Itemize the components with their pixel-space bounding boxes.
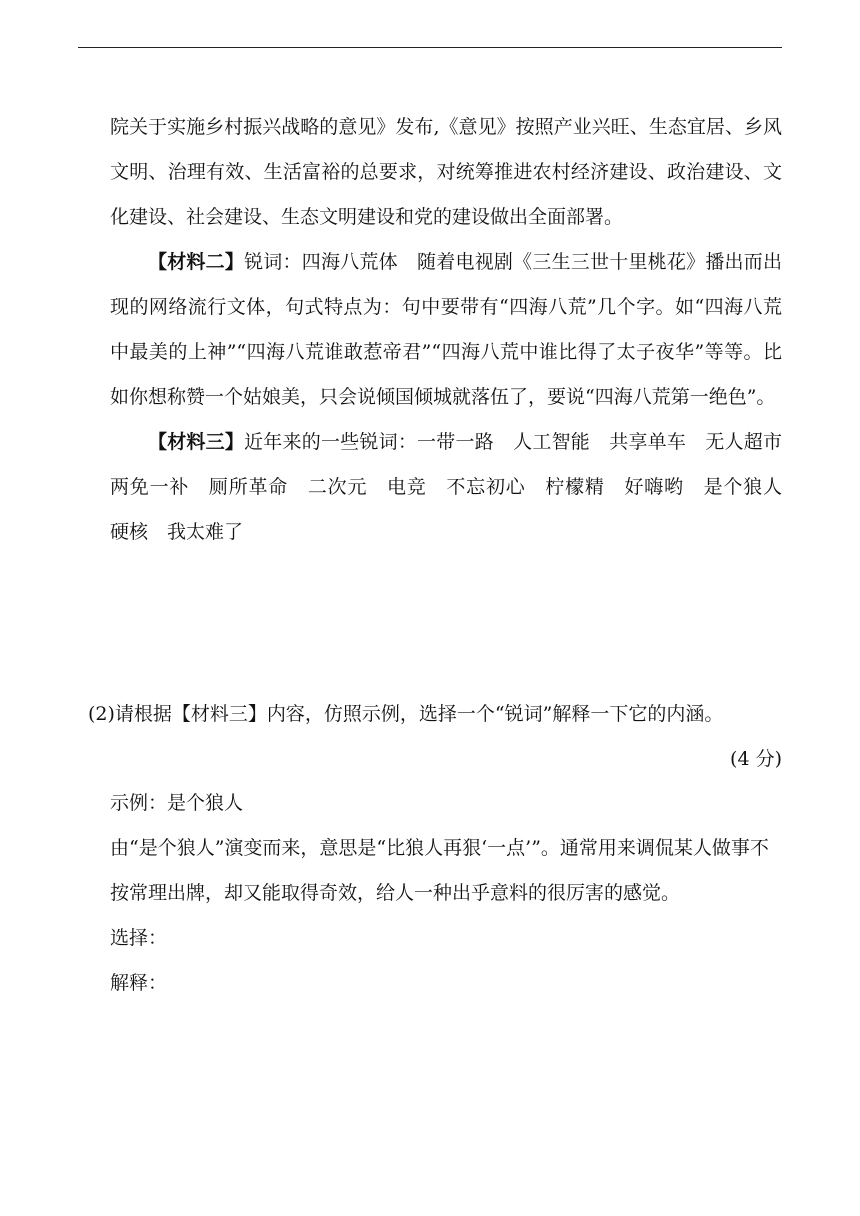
question-prompt: (2)请根据【材料三】内容，仿照示例，选择一个“锐词”解释一下它的内涵。 bbox=[88, 703, 724, 725]
material-2-paragraph bbox=[110, 240, 782, 420]
question-2 bbox=[88, 692, 782, 737]
explain-label: 解释： bbox=[110, 972, 168, 994]
example-explanation: 由“是个狼人”演变而来，意思是“比狼人再狠‘一点’”。通常用来调侃某人做事不按常理出牌，却又能取得奇效，给人一种出乎意料的很厉害的感觉。 bbox=[110, 837, 769, 904]
example-section bbox=[110, 781, 782, 1006]
material-2-body: 锐词：四海八荒体 随着电视剧《三生三世十里桃花》播出而出现的网络流行文体，句式特点为：句中要带有“四海八荒”几个字。如“四海八荒中最美的上神”“四海八荒谁敢惹帝君”“四海八荒中谁比得了太子夜华”等等。比如你想称赞一个姑娘美，只会说倾国倾城就落伍了，要说“四海八荒第一绝色”。 bbox=[110, 251, 782, 408]
material-3-paragraph bbox=[110, 420, 802, 555]
choose-label: 选择： bbox=[110, 927, 168, 949]
material-3-body: 近年来的一些锐词：一带一路 人工智能 共享单车 无人超市 两免一补 厕所革命 二次元 电竞 不忘初心 柠檬精 好嗨哟 是个狼人 硬核 我太难了 bbox=[110, 431, 802, 543]
material-2-tag: 【材料二】 bbox=[148, 251, 245, 273]
material-1-continuation: 院关于实施乡村振兴战略的意见》发布,《意见》按照产业兴旺、生态宜居、乡风文明、治理有效、生活富裕的总要求，对统筹推进农村经济建设、政治建设、文化建设、社会建设、生态文明建设和党的建设做出全面部署。 bbox=[110, 116, 782, 228]
material-3-tag: 【材料三】 bbox=[148, 431, 245, 453]
header-rule bbox=[78, 47, 782, 48]
example-heading: 示例：是个狼人 bbox=[110, 792, 244, 814]
materials-section bbox=[110, 105, 802, 555]
question-points: (4 分) bbox=[730, 748, 782, 770]
